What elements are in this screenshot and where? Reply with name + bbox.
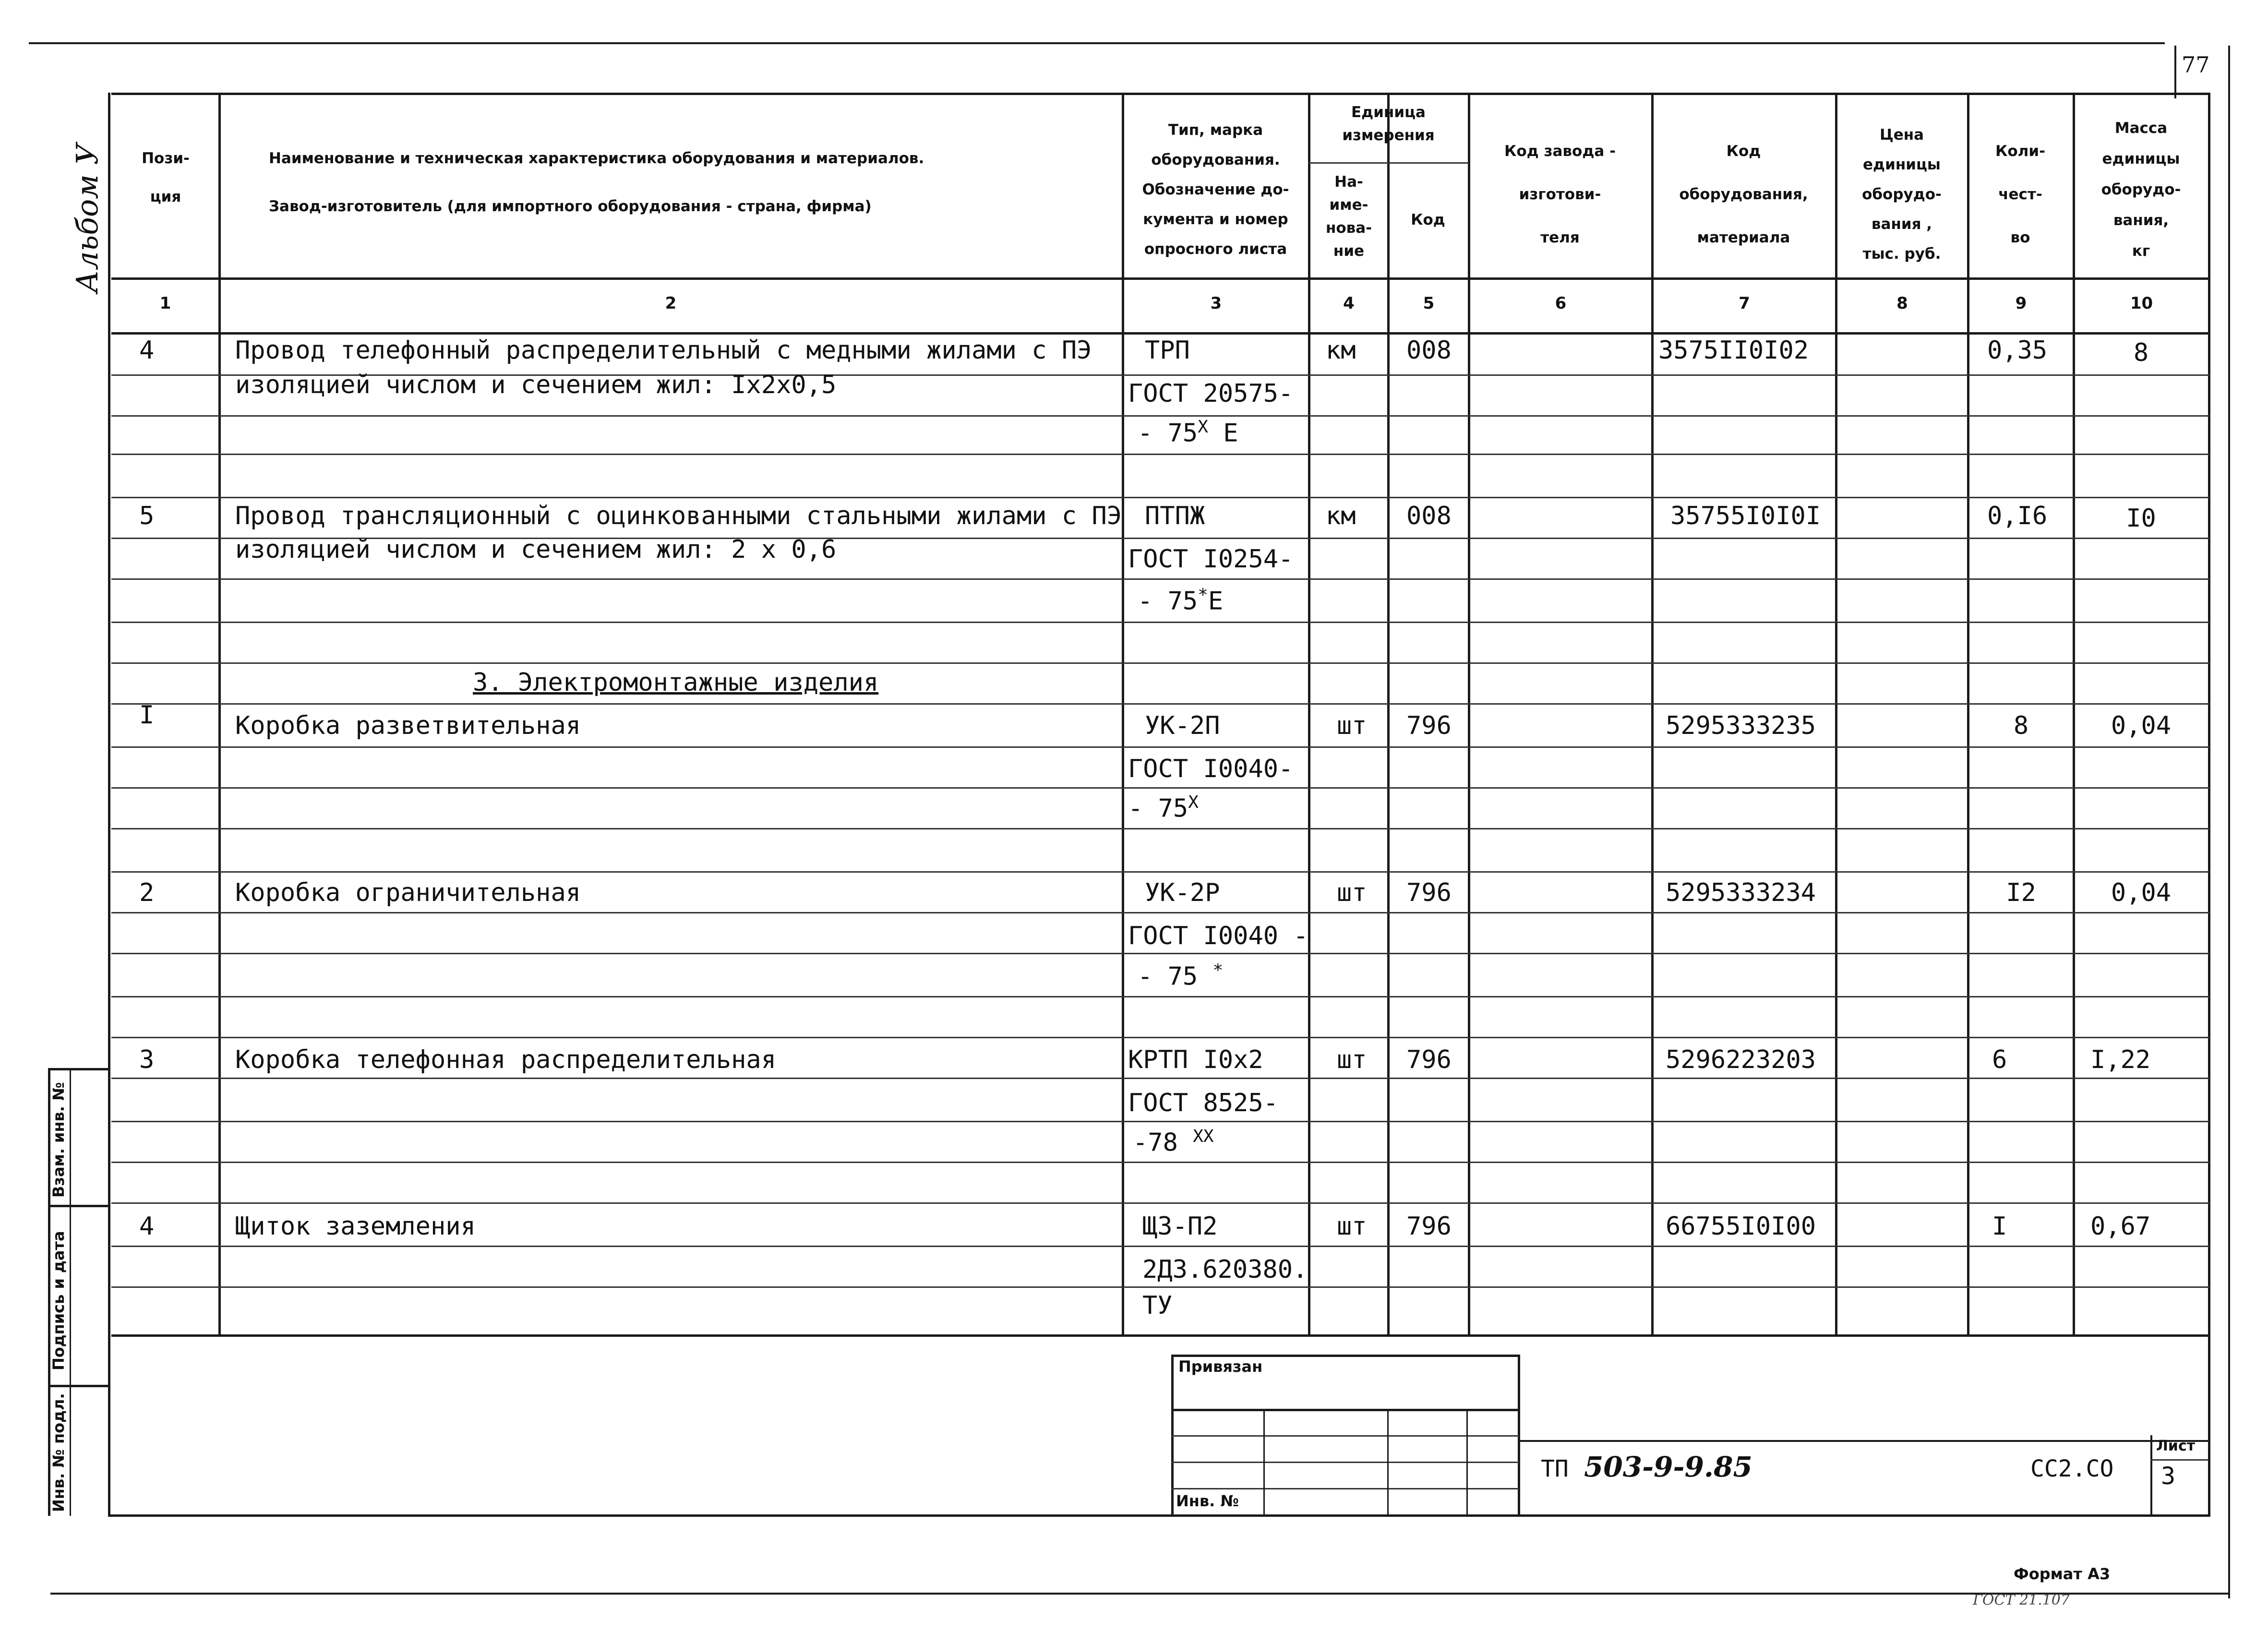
- row1-name-1: Провод телефонный распределительный с медными жилами с ПЭ: [235, 336, 1092, 365]
- colnum-5: 5: [1423, 294, 1435, 313]
- row-line: [111, 1202, 2210, 1204]
- row-line: [111, 1037, 2210, 1038]
- row2-name-1: Провод трансляционный с оцинкованными стальными жилами с ПЭ: [235, 502, 1122, 530]
- row-line: [111, 871, 2210, 873]
- row5-code: 796: [1406, 1045, 1452, 1074]
- row-line: [111, 454, 2210, 455]
- row-line: [111, 953, 2210, 954]
- col-sep-2: [1122, 93, 1124, 1336]
- col-sep-5: [1468, 93, 1470, 1336]
- title-block-top: [1518, 1440, 2210, 1442]
- sheet-number: 3: [2161, 1462, 2176, 1490]
- row-line: [111, 1078, 2210, 1079]
- row3-eq-code: 5295333235: [1666, 711, 1816, 740]
- row1-type-2: ГОСТ 20575-: [1128, 379, 1294, 408]
- row-line: [111, 703, 2210, 705]
- colnum-bottom: [111, 332, 2210, 335]
- row1-qty: 0,35: [1987, 336, 2048, 365]
- side-strip-sep-1: [48, 1205, 109, 1207]
- table-top: [111, 93, 2210, 95]
- stamp-col-3: [1466, 1409, 1468, 1515]
- row2-qty: 0,I6: [1987, 502, 2048, 530]
- row2-code: 008: [1406, 502, 1452, 530]
- format-label: Формат А3: [2014, 1565, 2111, 1583]
- row-line: [111, 622, 2210, 623]
- col-sep-7: [1835, 93, 1837, 1336]
- tp-label: ТП: [1541, 1455, 1569, 1482]
- header-qty: Коли- чест- во: [1995, 143, 2045, 246]
- row-line: [111, 1162, 2210, 1163]
- row1-code: 008: [1406, 336, 1452, 365]
- row3-type-2: ГОСТ I0040-: [1128, 755, 1294, 783]
- row4-pos: 2: [139, 878, 155, 907]
- row2-type-2: ГОСТ I0254-: [1128, 545, 1294, 574]
- row1-mass: 8: [2133, 338, 2149, 367]
- row-line: [111, 1246, 2210, 1247]
- header-equipment-code: Код оборудования, материала: [1679, 143, 1808, 246]
- row5-type-1: КРТП I0х2: [1128, 1045, 1263, 1074]
- row6-name: Щиток заземления: [235, 1212, 476, 1241]
- stamp-col-1: [1263, 1409, 1265, 1515]
- header-type: Тип, марка оборудования. Обозначение до- кумента и номер опросного листа: [1142, 121, 1289, 258]
- header-unit-group: Единица измерения: [1342, 104, 1435, 144]
- row2-pos: 5: [139, 502, 155, 530]
- row1-name-2: изоляцией числом и сечением жил: Iх2х0,5: [235, 371, 837, 399]
- row1-type-1: ТРП: [1145, 336, 1190, 365]
- row5-mass: I,22: [2090, 1045, 2151, 1074]
- row5-type-3: -78 $^{ХХ}$: [1133, 1127, 1214, 1157]
- section-heading: 3. Электромонтажные изделия: [473, 668, 879, 697]
- row6-mass: 0,67: [2090, 1212, 2151, 1241]
- colnum-2: 2: [665, 294, 677, 313]
- header-plant-code: Код завода - изготови- теля: [1504, 143, 1616, 246]
- left-frame: [108, 93, 110, 1516]
- stamp-top: [1171, 1355, 1519, 1357]
- row1-type-3: - $75^Х$ Е: [1138, 417, 1238, 448]
- sheet-box-sep: [2150, 1459, 2208, 1461]
- row2-type-1: ПТПЖ: [1145, 502, 1205, 530]
- row1-eq-code: 3575II0I02: [1658, 336, 1809, 365]
- header-price: Цена единицы оборудо- вания , тыс. руб.: [1862, 126, 1942, 263]
- row2-eq-code: 35755I0I0I: [1670, 502, 1821, 530]
- colnum-6: 6: [1555, 294, 1567, 313]
- row-line: [111, 497, 2210, 498]
- bottom-scribble: ГОСТ 21.107: [1973, 1592, 2070, 1608]
- row3-code: 796: [1406, 711, 1452, 740]
- page-number-box: [2174, 46, 2176, 98]
- row3-qty: 8: [2013, 711, 2029, 740]
- row5-qty: 6: [1992, 1045, 2007, 1074]
- col-sep-4: [1387, 93, 1390, 1336]
- row2-name-2: изоляцией числом и сечением жил: 2 х 0,6: [235, 535, 837, 564]
- right-border: [2228, 46, 2230, 1598]
- unit-group-line: [1308, 162, 1469, 164]
- row5-name: Коробка телефонная распределительная: [235, 1045, 777, 1074]
- row-line: [111, 996, 2210, 997]
- header-pos: Пози- ция: [142, 150, 190, 205]
- row6-type-1: ЩЗ-П2: [1142, 1212, 1218, 1241]
- row3-unit: шт: [1337, 711, 1367, 740]
- row-line: [111, 1286, 2210, 1288]
- right-frame: [2208, 93, 2210, 1516]
- row4-type-3: - 75 *: [1138, 960, 1224, 991]
- row5-eq-code: 5296223203: [1666, 1045, 1816, 1074]
- doc-code: СС2.СО: [2030, 1455, 2114, 1482]
- row1-unit: км: [1326, 336, 1356, 365]
- row4-mass: 0,04: [2111, 878, 2172, 907]
- side-strip-sep-2: [48, 1385, 109, 1387]
- side-label-signature: Подпись и дата: [49, 1231, 68, 1370]
- side-label-inventory: Инв. № подл.: [49, 1393, 68, 1512]
- colnum-3: 3: [1210, 294, 1222, 313]
- row5-pos: 3: [139, 1045, 155, 1074]
- row-line: [111, 828, 2210, 829]
- row6-type-3: ТУ: [1142, 1291, 1173, 1320]
- row6-pos: 4: [139, 1212, 155, 1241]
- header-bottom: [111, 277, 2210, 280]
- row6-eq-code: 66755I0I00: [1666, 1212, 1816, 1241]
- row2-mass: I0: [2126, 504, 2156, 533]
- header-unit-code: Код: [1411, 211, 1445, 228]
- side-strip-top: [48, 1068, 109, 1070]
- frame-bottom: [108, 1514, 2210, 1517]
- row-line: [111, 746, 2210, 748]
- row-line: [111, 662, 2210, 664]
- row6-type-2: 2ДЗ.620380.: [1142, 1255, 1308, 1284]
- row1-pos: 4: [139, 336, 155, 365]
- row4-name: Коробка ограничительная: [235, 878, 581, 907]
- row3-mass: 0,04: [2111, 711, 2172, 740]
- row5-unit: шт: [1337, 1045, 1367, 1074]
- colnum-9: 9: [2015, 294, 2027, 313]
- row4-eq-code: 5295333234: [1666, 878, 1816, 907]
- row4-type-1: УК-2Р: [1145, 878, 1220, 907]
- row-line: [111, 578, 2210, 580]
- header-unit-name: На- име- нова- ние: [1325, 173, 1372, 260]
- row4-unit: шт: [1337, 878, 1367, 907]
- tp-number: 503-9-9.85: [1584, 1451, 1752, 1483]
- row3-name: Коробка разветвительная: [235, 711, 581, 740]
- row4-type-2: ГОСТ I0040 -: [1128, 922, 1308, 950]
- top-border: [29, 42, 2165, 44]
- col-sep-6: [1651, 93, 1654, 1336]
- row2-unit: км: [1326, 502, 1356, 530]
- bottom-border: [50, 1593, 2230, 1595]
- colnum-7: 7: [1739, 294, 1750, 313]
- stamp-inv: Инв. №: [1176, 1492, 1239, 1510]
- stamp-privyazan: Привязан: [1178, 1357, 1263, 1376]
- table-bottom: [111, 1334, 2210, 1337]
- row4-qty: I2: [2006, 878, 2036, 907]
- row6-qty: I: [1992, 1212, 2007, 1241]
- header-name: Наименование и техническая характеристика оборудования и материалов. Завод-изготовитель (для импортного оборудования - страна, фирма): [269, 150, 924, 215]
- row2-type-3: - 75*Е: [1138, 585, 1224, 616]
- row6-unit: шт: [1337, 1212, 1367, 1241]
- album-label: Альбом У: [70, 143, 105, 293]
- col-sep-3: [1308, 93, 1310, 1336]
- row5-type-2: ГОСТ 8525-: [1128, 1089, 1279, 1117]
- colnum-10: 10: [2130, 294, 2153, 313]
- row3-type-3: - $75^Х$: [1128, 792, 1199, 823]
- col-sep-1: [218, 93, 221, 1336]
- row6-code: 796: [1406, 1212, 1452, 1241]
- row3-pos: I: [139, 701, 155, 730]
- header-mass: Масса единицы оборудо- вания, кг: [2101, 120, 2181, 260]
- sheet-label: Лист: [2156, 1438, 2196, 1454]
- row3-type-1: УК-2П: [1145, 711, 1220, 740]
- row-line: [111, 912, 2210, 913]
- stamp-col-2: [1387, 1409, 1389, 1515]
- row4-code: 796: [1406, 878, 1452, 907]
- colnum-1: 1: [159, 294, 171, 313]
- page-number: 77: [2182, 52, 2210, 78]
- side-strip-inner: [70, 1068, 71, 1516]
- colnum-8: 8: [1896, 294, 1908, 313]
- sheet-box-left: [2150, 1435, 2152, 1514]
- colnum-4: 4: [1343, 294, 1355, 313]
- side-label-replace: Взам. инв. №: [49, 1082, 68, 1198]
